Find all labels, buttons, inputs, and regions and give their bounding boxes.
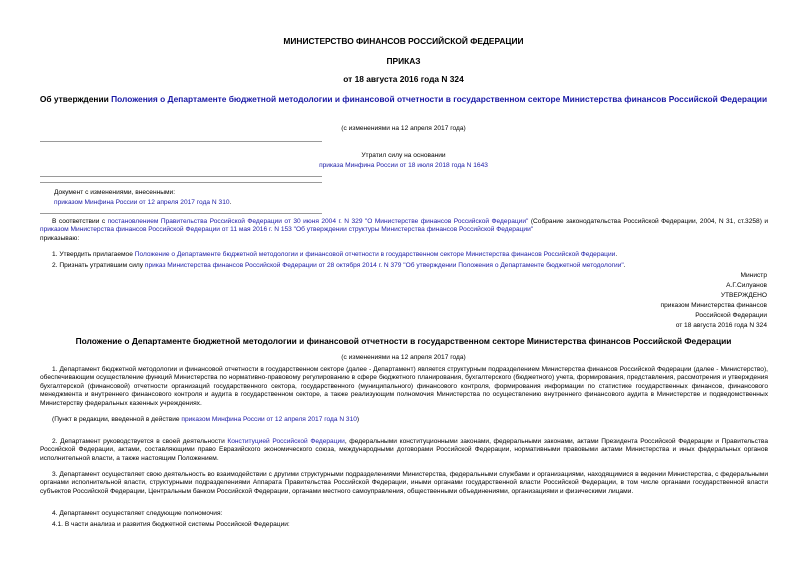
paragraph-1-note: (Пункт в редакции, введенной в действие приказом Минфина России от 12 апреля 2017 года N 310) — [52, 416, 360, 423]
signature-role: Министр — [740, 272, 767, 279]
document-type: ПРИКАЗ — [386, 56, 421, 66]
changes-note: приказом Минфина России от 12 апреля 2017 года N 310. — [54, 199, 232, 206]
regulation-paragraph-2: 2. Департамент руководствуется в своей деятельности Конституцией Российской Федерации, федеральными конституционными законами, федеральными законами, актами Президента Российской Федерации и Правительства Российской Федерации, актами, составляющими право Евразийского экономического союза, международными договорами Российской Федерации, нормативными правовыми актами Министерства и иных федеральных органов исполнительной власти, а также настоящим Положением. — [40, 438, 768, 462]
divider — [40, 176, 322, 177]
document-title — [30, 94, 777, 105]
item-1: 1. Утвердить прилагаемое Положение о Департаменте бюджетной методологии и финансовой отчетности в государственном секторе Министерства финансов Российской Федерации. — [52, 251, 618, 258]
regulation-paragraph-4-1: 4.1. В части анализа и развития бюджетной системы Российской Федерации: — [52, 521, 290, 528]
amendment-order-link[interactable]: приказом Минфина России от 12 апреля 2017 года N 310 — [54, 199, 230, 206]
regulation-title: Положение о Департаменте бюджетной методологии и финансовой отчетности в государственном секторе Министерства финансов Российской Федерации — [75, 336, 732, 346]
document-date-number: от 18 августа 2016 года N 324 — [343, 74, 464, 84]
repeal-order-link[interactable]: приказа Минфина России от 18 июля 2018 года N 1643 — [319, 162, 488, 169]
orders-text: приказываю: — [40, 235, 80, 242]
constitution-link[interactable]: Конституцией Российской Федерации — [227, 438, 345, 445]
approval-country: Российской Федерации — [695, 312, 767, 319]
approval-by-order: приказом Министерства финансов — [660, 302, 767, 309]
structure-order-link[interactable]: приказом Министерства финансов Российской Федерации от 11 мая 2016 г. N 153 "Об утверждении структуры Министерства финансов Российской Федерации" — [40, 226, 534, 234]
government-decree-link[interactable]: постановлением Правительства Российской Федерации от 30 июня 2004 г. N 329 "О Министерстве финансов Российской Федерации" — [107, 218, 529, 225]
title-prefix: Об утверждении — [39, 94, 112, 104]
ministry-heading: МИНИСТЕРСТВО ФИНАНСОВ РОССИЙСКОЙ ФЕДЕРАЦИИ — [283, 36, 524, 46]
preamble-paragraph: В соответствии с постановлением Правительства Российской Федерации от 30 июня 2004 г. N 329 "О Министерстве финансов Российской Федерации" (Собрание законодательства Российской Федерации, 2004, N 31, ст.3258) и приказом Министерства финансов Российской Федерации от 11 мая 2016 г. N 153 "Об утверждении структуры Министерства финансов Российской Федерации" — [40, 218, 769, 234]
item-2: 2. Признать утратившим силу приказ Министерства финансов Российской Федерации от 28 октября 2014 г. N 379 "Об утверждении Положения о Департаменте бюджетной методологии". — [52, 262, 626, 269]
divider — [40, 182, 322, 183]
signature-name: А.Г.Силуанов — [726, 282, 767, 289]
regulation-paragraph-3: 3. Департамент осуществляет свою деятельность во взаимодействии с другими структурными подразделениями Министерства, федеральными службами и организациями, находящимися в ведении Министерства, с федеральными органами исполнительной власти, структурными подразделениями Аппарата Правительства Российской Федерации, иными органами государственной власти Российской Федерации, в том числе органами государственной власти субъектов Российской Федерации, Центральным банком Российской Федерации, органами местного самоуправления, общественными объединениями, организациями и физическими лицами. — [40, 471, 768, 495]
title-regulation-link[interactable]: Положения о Департаменте бюджетной методологии и финансовой отчетности в государственном секторе Министерства финансов Российской Федерации — [111, 94, 768, 104]
regulation-link[interactable]: Положение о Департаменте бюджетной методологии и финансовой отчетности в государственном секторе Министерства финансов Российской Федерации — [134, 251, 616, 258]
paragraph-1-amendment-link[interactable]: приказом Минфина России от 12 апреля 2017 года N 310 — [181, 416, 357, 423]
regulation-revision-note: (с изменениями на 12 апреля 2017 года) — [341, 354, 466, 361]
repealed-order-link[interactable]: приказ Министерства финансов Российской Федерации от 28 октября 2014 г. N 379 "Об утверждении Положения о Департаменте бюджетной методологии" — [144, 262, 624, 269]
approval-date: от 18 августа 2016 года N 324 — [675, 322, 767, 329]
approval-stamp: УТВЕРЖДЕНО — [720, 292, 767, 299]
regulation-paragraph-1: 1. Департамент бюджетной методологии и финансовой отчетности в государственном секторе (далее - Департамент) является структурным подразделением Министерства финансов Российской Федерации (далее - Министерство), обеспечивающим осуществление функций Министерства по нормативно-правовому регулированию в сфере бюджетного планирования, бухгалтерского (бюджетного) учета, формирования, представления, рассмотрения и утверждения бухгалтерской (финансовой) отчетности организаций государственного сектора, государственного (муниципального) финансового контроля, формирования информации по статистике государственных финансов, финансового менеджмента и внутреннего финансового контроля и аудита в государственном секторе, а также реализующим полномочия Министерства по осуществлению внутреннего финансового аудита в Министерстве и подведомственных Министерству федеральных казенных учреждениях. — [40, 366, 768, 407]
changes-note-text: Документ с изменениями, внесенными: — [54, 189, 176, 196]
revision-note: (с изменениями на 12 апреля 2017 года) — [341, 125, 466, 132]
regulation-paragraph-4: 4. Департамент осуществляет следующие полномочия: — [52, 510, 223, 517]
divider — [40, 213, 322, 214]
divider — [40, 141, 322, 142]
status-note-text: Утратил силу на основании — [361, 152, 446, 159]
